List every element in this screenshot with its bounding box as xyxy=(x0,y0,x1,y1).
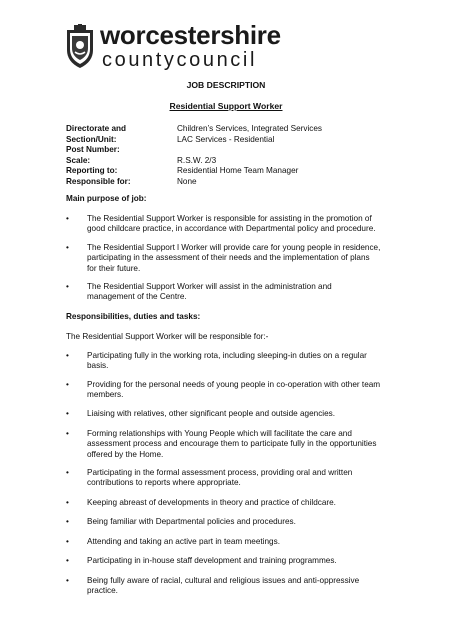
list-item-text: Being familiar with Departmental policies and procedures. xyxy=(87,517,296,526)
info-label: Responsible for: xyxy=(66,176,131,186)
info-row-scale xyxy=(66,156,406,167)
bullet-icon: • xyxy=(66,556,69,565)
list-item xyxy=(66,282,386,303)
bullet-icon: • xyxy=(66,468,69,477)
info-value xyxy=(177,145,406,156)
list-item-text: The Residential Support Worker is responsible for assisting in the promotion of good childcare practice, in accordance with Departmental policy and procedure. xyxy=(87,214,376,234)
responsibilities-heading: Responsibilities, duties and tasks: xyxy=(66,312,201,321)
info-label: Post Number: xyxy=(66,145,120,154)
info-row-directorate xyxy=(66,124,406,135)
info-value: Residential Home Team Manager xyxy=(177,166,299,175)
list-item-text: Attending and taking an active part in team meetings. xyxy=(87,537,280,546)
list-item-text: The Residential Support Worker will assist in the administration and management of the Centre. xyxy=(87,282,332,302)
bullet-icon: • xyxy=(66,576,69,585)
council-logo xyxy=(64,20,281,76)
council-crest-icon xyxy=(64,24,96,70)
bullet-icon: • xyxy=(66,214,69,223)
bullet-icon: • xyxy=(66,409,69,418)
main-purpose-heading: Main purpose of job: xyxy=(66,194,147,203)
list-item xyxy=(66,243,386,274)
list-item xyxy=(66,380,386,401)
bullet-icon: • xyxy=(66,243,69,252)
list-item xyxy=(66,576,386,597)
list-item xyxy=(66,498,386,508)
list-item-text: Forming relationships with Young People which will facilitate the care and assessment process and encourage them to participate fully in the opportunities offered by the Home. xyxy=(87,429,377,459)
list-item xyxy=(66,537,386,547)
info-value: R.S.W. 2/3 xyxy=(177,155,217,165)
list-item xyxy=(66,351,386,372)
list-item-text: Providing for the personal needs of young people in co-operation with other team members. xyxy=(87,380,381,400)
bullet-icon: • xyxy=(66,380,69,389)
list-item-text: Liaising with relatives, other significant people and outside agencies. xyxy=(87,409,336,418)
list-item-text: The Residential Support l Worker will provide care for young people in residence, participating in the assessment of their needs and the implementation of plans for their future. xyxy=(87,243,381,273)
info-value: Children’s Services, Integrated Services xyxy=(177,124,323,133)
list-item xyxy=(66,468,386,489)
info-label: Directorate and xyxy=(66,124,127,133)
bullet-icon: • xyxy=(66,282,69,291)
bullet-icon: • xyxy=(66,351,69,360)
list-item xyxy=(66,214,386,235)
list-item-text: Participating fully in the working rota, including sleeping-in duties on a regular basis. xyxy=(87,351,367,371)
info-label: Section/Unit: xyxy=(66,134,117,144)
list-item-text: Keeping abreast of developments in theory and practice of childcare. xyxy=(87,498,336,507)
list-item xyxy=(66,517,386,527)
logo-wordmark-top: worcestershire xyxy=(100,20,281,50)
info-row-responsible-for xyxy=(66,177,406,188)
list-item-text: Participating in in-house staff development and training programmes. xyxy=(87,556,337,565)
list-item xyxy=(66,409,386,419)
info-value: LAC Services - Residential xyxy=(177,134,275,144)
job-title-heading: Residential Support Worker xyxy=(169,101,283,111)
info-row-reporting-to xyxy=(66,166,406,177)
job-details-table xyxy=(66,124,406,187)
info-label: Reporting to: xyxy=(66,166,118,175)
info-value: None xyxy=(177,176,197,186)
info-label: Scale: xyxy=(66,155,91,165)
list-item-text: Being fully aware of racial, cultural and religious issues and anti-oppressive practice. xyxy=(87,576,360,596)
document-title: JOB DESCRIPTION xyxy=(186,80,266,90)
logo-wordmark-bottom: countycouncil xyxy=(102,49,257,71)
bullet-icon: • xyxy=(66,429,69,438)
list-item-text: Participating in the formal assessment process, providing oral and written contributions to reports where appropriate. xyxy=(87,468,353,488)
responsibilities-intro: The Residential Support Worker will be responsible for:- xyxy=(66,332,269,341)
bullet-icon: • xyxy=(66,517,69,526)
bullet-icon: • xyxy=(66,498,69,507)
list-item xyxy=(66,429,386,460)
bullet-icon: • xyxy=(66,537,69,546)
info-row-post-number xyxy=(66,145,406,156)
list-item xyxy=(66,556,386,566)
info-row-section xyxy=(66,135,406,146)
